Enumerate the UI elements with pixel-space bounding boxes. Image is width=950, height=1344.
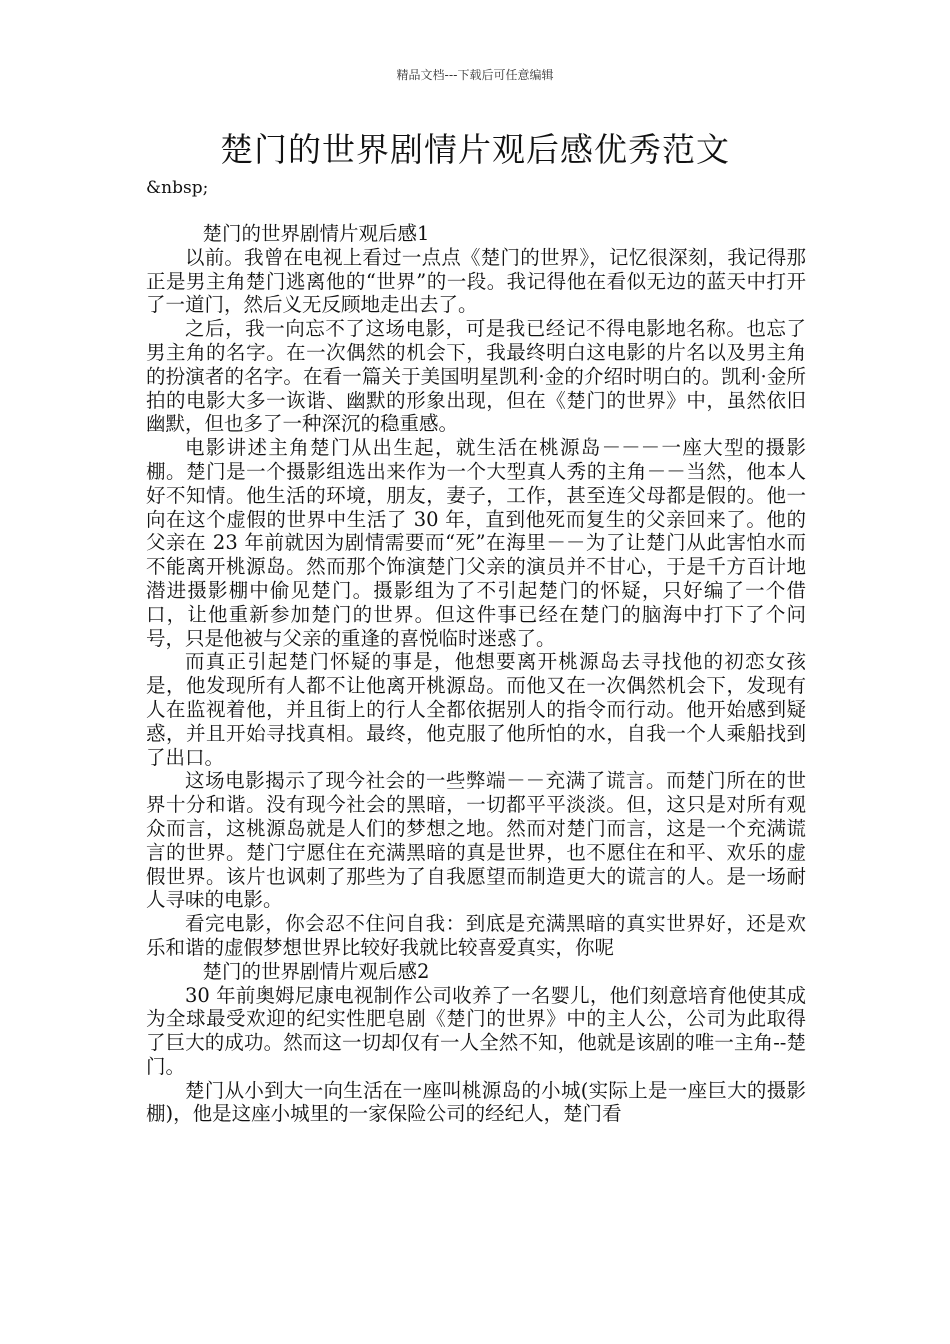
paragraph: 这场电影揭示了现今社会的一些弊端－－充满了谎言。而楚门所在的世界十分和谐。没有现今社会的黑暗，一切都平平淡淡。但，这只是对所有观众而言，这桃源岛就是人们的梦想之地。然而对楚门而言，这是一个充满谎言的世界。楚门宁愿住在充满黑暗的真是世界，也不愿住在和平、欢乐的虚假世界。该片也讽刺了那些为了自我愿望而制造更大的谎言的人。是一场耐人寻味的电影。 <box>146 769 806 912</box>
paragraph: 楚门从小到大一向生活在一座叫桃源岛的小城(实际上是一座巨大的摄影棚)，他是这座小城里的一家保险公司的经纪人，楚门看 <box>146 1078 806 1126</box>
paragraph: 30 年前奥姆尼康电视制作公司收养了一名婴儿，他们刻意培育他使其成为全球最受欢迎的纪实性肥皂剧《楚门的世界》中的主人公，公司为此取得了巨大的成功。然而这一切却仅有一人全然不知，他就是该剧的唯一主角--楚门。 <box>146 983 806 1078</box>
paragraph: 电影讲述主角楚门从出生起，就生活在桃源岛－－－一座大型的摄影棚。楚门是一个摄影组选出来作为一个大型真人秀的主角－－当然，他本人好不知情。他生活的环境，朋友，妻子，工作，甚至连父母都是假的。他一向在这个虚假的世界中生活了 30 年，直到他死而复生的父亲回来了。他的父亲在 23 年前就因为剧情需要而“死”在海里－－为了让楚门从此害怕水而不能离开桃源岛。然而那个饰演楚门父亲的演员并不甘心，于是千方百计地潜进摄影棚中偷见楚门。摄影组为了不引起楚门的怀疑，只好编了一个借口，让他重新参加楚门的世界。但这件事已经在楚门的脑海中打下了个问号，只是他被与父亲的重逢的喜悦临时迷惑了。 <box>146 436 806 650</box>
paragraph: 而真正引起楚门怀疑的事是，他想要离开桃源岛去寻找他的初恋女孩是，他发现所有人都不让他离开桃源岛。而他又在一次偶然机会下，发现有人在监视着他，并且街上的行人全都依据别人的指令而行动。他开始感到疑惑，并且开始寻找真相。最终，他克服了他所怕的水，自我一个人乘船找到了出口。 <box>146 650 806 769</box>
document-body <box>146 222 806 1126</box>
section-heading: 楚门的世界剧情片观后感1 <box>202 222 430 245</box>
section-heading: 楚门的世界剧情片观后感2 <box>202 959 430 983</box>
paragraph: 看完电影，你会忍不住问自我：到底是充满黑暗的真实世界好，还是欢乐和谐的虚假梦想世界比较好我就比较喜爱真实，你呢 <box>146 912 806 959</box>
paragraph: 之后，我一向忘不了这场电影，可是我已经记不得电影地名称。也忘了男主角的名字。在一次偶然的机会下，我最终明白这电影的片名以及男主角的扮演者的名字。在看一篇关于美国明星凯利·金的介绍时明白的。凯利·金所拍的电影大多一诙谐、幽默的形象出现，但在《楚门的世界》中，虽然依旧幽默，但也多了一种深沉的稳重感。 <box>146 317 806 436</box>
document-title: 楚门的世界剧情片观后感优秀范文 <box>220 130 730 169</box>
nbsp-artifact: &nbsp; <box>146 178 209 198</box>
header-note: 精品文档---下载后可任意编辑 <box>396 68 554 82</box>
paragraph: 以前。我曾在电视上看过一点点《楚门的世界》，记忆很深刻，我记得那正是男主角楚门逃离他的“世界”的一段。我记得他在看似无边的蓝天中打开了一道门，然后义无反顾地走出去了。 <box>146 245 806 317</box>
